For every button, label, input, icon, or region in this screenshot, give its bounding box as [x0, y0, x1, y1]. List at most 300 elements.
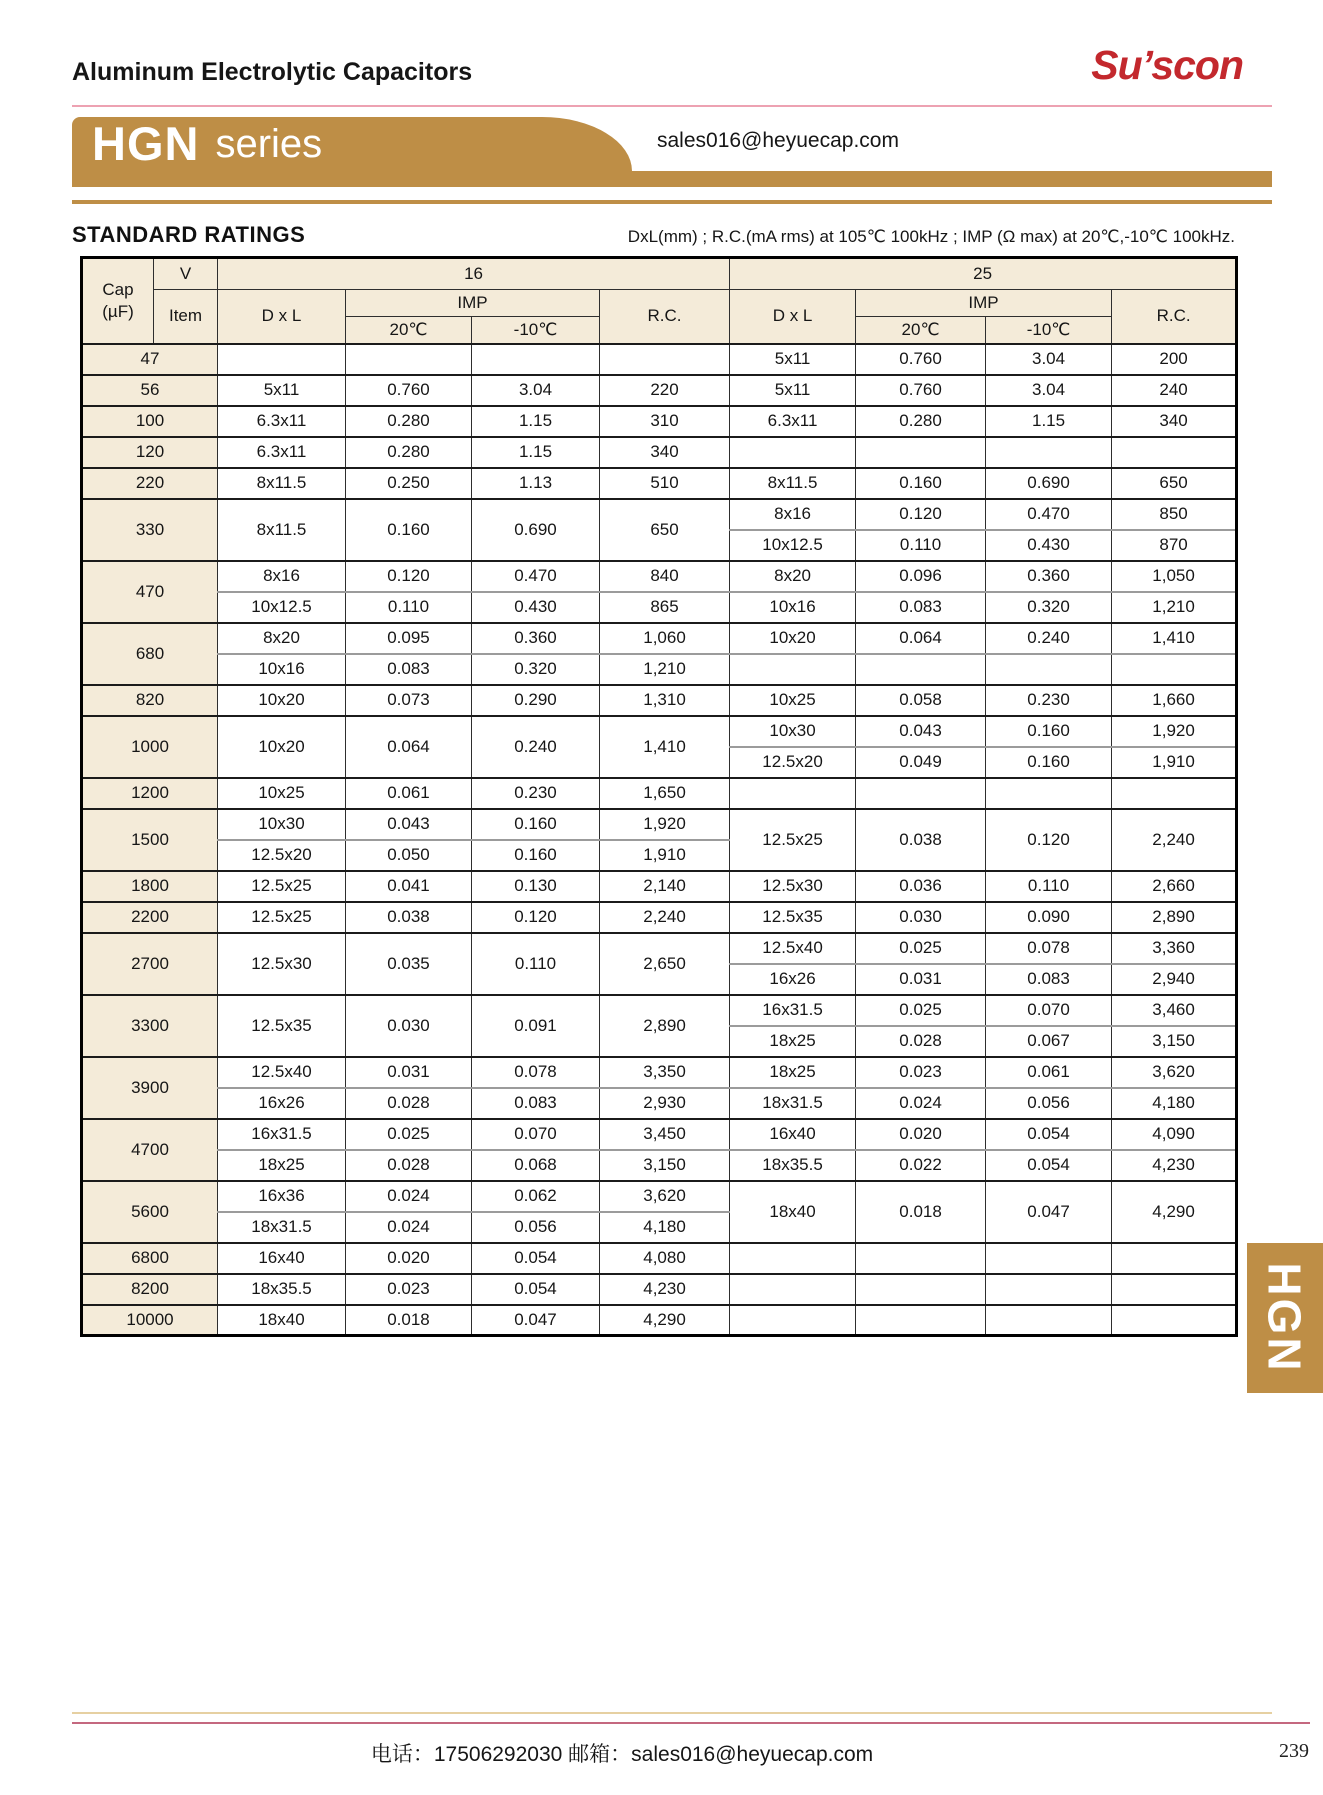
rating-cell: 0.047 [472, 1305, 600, 1336]
rating-cell: 10x12.5 [218, 592, 346, 623]
rating-cell: 0.095 [346, 623, 472, 654]
rating-cell: 0.160 [856, 468, 986, 499]
rating-cell: 2,890 [1112, 902, 1237, 933]
rating-cell: 12.5x25 [730, 809, 856, 871]
series-side-tab-label: HGN [1259, 1262, 1312, 1374]
rating-cell: 0.054 [472, 1243, 600, 1274]
rating-cell: 310 [600, 406, 730, 437]
header-row-voltage [82, 258, 1237, 290]
rating-cell: 8x11.5 [218, 499, 346, 561]
series-word: series [215, 122, 323, 166]
rating-cell: 18x31.5 [218, 1212, 346, 1243]
header-rc-25: R.C. [1112, 290, 1237, 344]
ratings-subrow [82, 592, 1237, 623]
rating-cell: 0.024 [346, 1181, 472, 1212]
header-temp20-16: 20℃ [346, 317, 472, 344]
rating-cell: 3,450 [600, 1119, 730, 1150]
rating-cell: 4,290 [600, 1305, 730, 1336]
rating-cell: 10x25 [730, 685, 856, 716]
ratings-row [82, 902, 1237, 933]
ratings-row [82, 468, 1237, 499]
rating-cell: 18x25 [730, 1057, 856, 1088]
rating-cell: 0.280 [346, 406, 472, 437]
rating-cell: 5x11 [218, 375, 346, 406]
contact-email: sales016@heyuecap.com [657, 129, 899, 152]
header-imp-25: IMP [856, 290, 1112, 317]
rating-cell: 0.240 [986, 623, 1112, 654]
rating-cell: 12.5x40 [730, 933, 856, 964]
rating-cell: 1,410 [600, 716, 730, 778]
banner-block [72, 117, 632, 171]
rating-cell: 5x11 [730, 344, 856, 375]
rating-cell: 0.028 [346, 1088, 472, 1119]
ratings-row [82, 778, 1237, 809]
series-name [92, 117, 322, 171]
rating-cell: 0.320 [986, 592, 1112, 623]
rating-cell: 8x16 [730, 499, 856, 530]
rating-cell: 0.690 [472, 499, 600, 561]
rating-cell [856, 778, 986, 809]
rating-cell: 0.120 [472, 902, 600, 933]
rating-cell [986, 778, 1112, 809]
rating-cell: 0.078 [472, 1057, 600, 1088]
rating-cell: 840 [600, 561, 730, 592]
rating-cell [730, 1274, 856, 1305]
rating-cell: 0.230 [472, 778, 600, 809]
rating-cell: 870 [1112, 530, 1237, 561]
rating-cell: 0.028 [346, 1150, 472, 1181]
rating-cell: 8x20 [730, 561, 856, 592]
rating-cell: 10x30 [218, 809, 346, 840]
rating-cell: 0.020 [856, 1119, 986, 1150]
rating-cell: 12.5x30 [218, 933, 346, 995]
rating-cell: 650 [600, 499, 730, 561]
cap-value-cell: 330 [82, 499, 218, 561]
rating-cell: 2,930 [600, 1088, 730, 1119]
ratings-row [82, 437, 1237, 468]
rating-cell: 0.024 [856, 1088, 986, 1119]
rating-cell: 8x20 [218, 623, 346, 654]
rating-cell [986, 1243, 1112, 1274]
ratings-row [82, 499, 1237, 530]
rating-cell [1112, 1274, 1237, 1305]
rating-cell: 1,050 [1112, 561, 1237, 592]
rating-cell: 1,060 [600, 623, 730, 654]
rating-cell: 3,620 [1112, 1057, 1237, 1088]
cap-value-cell: 470 [82, 561, 218, 623]
rating-cell: 12.5x20 [218, 840, 346, 871]
rating-cell: 0.064 [856, 623, 986, 654]
rating-cell: 0.290 [472, 685, 600, 716]
ratings-row [82, 1243, 1237, 1274]
rating-cell [1112, 1243, 1237, 1274]
rating-cell [856, 1305, 986, 1336]
section-title: STANDARD RATINGS [72, 222, 306, 247]
rating-cell: 0.056 [472, 1212, 600, 1243]
rating-cell: 0.470 [472, 561, 600, 592]
rating-cell: 0.160 [986, 716, 1112, 747]
rating-cell: 8x11.5 [730, 468, 856, 499]
rating-cell: 10x16 [730, 592, 856, 623]
rating-cell: 0.028 [856, 1026, 986, 1057]
rating-cell: 12.5x35 [218, 995, 346, 1057]
cap-value-cell: 680 [82, 623, 218, 685]
rating-cell: 10x20 [218, 716, 346, 778]
rating-cell: 1,210 [1112, 592, 1237, 623]
ratings-subrow [82, 1088, 1237, 1119]
rating-cell: 1,410 [1112, 623, 1237, 654]
rating-cell: 510 [600, 468, 730, 499]
rating-cell: 0.160 [986, 747, 1112, 778]
rating-cell: 1,660 [1112, 685, 1237, 716]
rating-cell: 3.04 [472, 375, 600, 406]
series-banner [72, 117, 1272, 187]
rating-cell: 16x26 [218, 1088, 346, 1119]
ratings-row [82, 933, 1237, 964]
ratings-row [82, 1119, 1237, 1150]
rating-cell: 0.110 [346, 592, 472, 623]
rating-cell: 1,210 [600, 654, 730, 685]
series-code: HGN [92, 117, 200, 170]
cap-value-cell: 120 [82, 437, 218, 468]
rating-cell: 0.025 [856, 995, 986, 1026]
cap-value-cell: 100 [82, 406, 218, 437]
rating-cell: 0.070 [986, 995, 1112, 1026]
header-temp-10-16: -10℃ [472, 317, 600, 344]
ratings-row [82, 685, 1237, 716]
rating-cell: 10x20 [218, 685, 346, 716]
rating-cell: 1.15 [472, 406, 600, 437]
rating-cell: 1.15 [986, 406, 1112, 437]
footer-pink-rule [72, 1722, 1310, 1724]
rating-cell: 4,080 [600, 1243, 730, 1274]
banner-strip [72, 171, 1272, 187]
rating-cell: 0.025 [856, 933, 986, 964]
rating-cell: 0.430 [986, 530, 1112, 561]
header-dxl-25: D x L [730, 290, 856, 344]
rating-cell [1112, 654, 1237, 685]
rating-cell [856, 1243, 986, 1274]
rating-cell: 0.160 [472, 809, 600, 840]
cap-value-cell: 3900 [82, 1057, 218, 1119]
rating-cell: 0.360 [472, 623, 600, 654]
header-rc-16: R.C. [600, 290, 730, 344]
cap-value-cell: 47 [82, 344, 218, 375]
rating-cell: 0.049 [856, 747, 986, 778]
rating-cell: 18x31.5 [730, 1088, 856, 1119]
rating-cell: 5x11 [730, 375, 856, 406]
ratings-table [80, 256, 1238, 1337]
rating-cell: 0.068 [472, 1150, 600, 1181]
rating-cell [600, 344, 730, 375]
rating-cell: 0.030 [346, 995, 472, 1057]
rating-cell [472, 344, 600, 375]
rating-cell: 0.120 [346, 561, 472, 592]
rating-cell: 0.031 [856, 964, 986, 995]
rating-cell: 6.3x11 [218, 437, 346, 468]
rating-cell: 16x40 [218, 1243, 346, 1274]
brand-logo: Su’scon [1091, 42, 1243, 88]
cap-value-cell: 820 [82, 685, 218, 716]
rating-cell [1112, 437, 1237, 468]
rating-cell: 12.5x25 [218, 871, 346, 902]
rating-cell: 0.061 [986, 1057, 1112, 1088]
ratings-row [82, 406, 1237, 437]
rating-cell: 0.096 [856, 561, 986, 592]
rating-cell [986, 1274, 1112, 1305]
rating-cell: 0.760 [856, 375, 986, 406]
rating-cell: 0.073 [346, 685, 472, 716]
rating-cell [730, 778, 856, 809]
rating-cell [856, 654, 986, 685]
rating-cell: 0.083 [856, 592, 986, 623]
rating-cell: 0.070 [472, 1119, 600, 1150]
header-row-labels [82, 290, 1237, 317]
rating-cell: 16x36 [218, 1181, 346, 1212]
rating-cell: 2,240 [600, 902, 730, 933]
rating-cell: 2,140 [600, 871, 730, 902]
rating-cell: 0.041 [346, 871, 472, 902]
page-title: Aluminum Electrolytic Capacitors [72, 58, 473, 86]
header-voltage-25: 25 [730, 258, 1237, 290]
rating-cell: 1.15 [472, 437, 600, 468]
header-cap-line1: Cap [102, 279, 134, 299]
rating-cell: 0.760 [856, 344, 986, 375]
rating-cell: 0.054 [986, 1150, 1112, 1181]
rating-cell: 0.091 [472, 995, 600, 1057]
rating-cell: 1,920 [600, 809, 730, 840]
header-voltage-16: 16 [218, 258, 730, 290]
rating-cell: 1,910 [600, 840, 730, 871]
ratings-row [82, 995, 1237, 1026]
rating-cell: 3,350 [600, 1057, 730, 1088]
rating-cell: 0.056 [986, 1088, 1112, 1119]
rating-cell: 0.430 [472, 592, 600, 623]
rating-cell: 0.043 [346, 809, 472, 840]
rating-cell: 0.240 [472, 716, 600, 778]
rating-cell: 865 [600, 592, 730, 623]
ratings-row [82, 344, 1237, 375]
rating-cell: 0.022 [856, 1150, 986, 1181]
rating-cell: 0.120 [856, 499, 986, 530]
rating-cell: 0.320 [472, 654, 600, 685]
banner-underline [72, 200, 1272, 204]
rating-cell: 12.5x25 [218, 902, 346, 933]
rating-cell [730, 1243, 856, 1274]
rating-cell: 8x11.5 [218, 468, 346, 499]
rating-cell: 10x30 [730, 716, 856, 747]
rating-cell: 4,090 [1112, 1119, 1237, 1150]
rating-cell [730, 654, 856, 685]
rating-cell: 16x40 [730, 1119, 856, 1150]
rating-cell: 200 [1112, 344, 1237, 375]
rating-cell: 0.024 [346, 1212, 472, 1243]
rating-cell: 18x35.5 [218, 1274, 346, 1305]
cap-value-cell: 3300 [82, 995, 218, 1057]
header-temp-10-25: -10℃ [986, 317, 1112, 344]
rating-cell: 0.023 [346, 1274, 472, 1305]
rating-cell: 0.360 [986, 561, 1112, 592]
rating-cell: 0.036 [856, 871, 986, 902]
ratings-subrow [82, 1150, 1237, 1181]
rating-cell: 0.690 [986, 468, 1112, 499]
rating-cell [218, 344, 346, 375]
rating-cell: 0.054 [986, 1119, 1112, 1150]
cap-value-cell: 2200 [82, 902, 218, 933]
header-item: Item [154, 290, 218, 344]
page-number: 239 [1279, 1740, 1309, 1762]
rating-cell: 12.5x30 [730, 871, 856, 902]
cap-value-cell: 4700 [82, 1119, 218, 1181]
rating-cell [986, 654, 1112, 685]
cap-value-cell: 1800 [82, 871, 218, 902]
rating-cell: 16x26 [730, 964, 856, 995]
rating-cell: 850 [1112, 499, 1237, 530]
ratings-row [82, 561, 1237, 592]
rating-cell [1112, 778, 1237, 809]
ratings-subrow [82, 654, 1237, 685]
rating-cell: 18x35.5 [730, 1150, 856, 1181]
rating-cell: 0.090 [986, 902, 1112, 933]
rating-cell: 0.083 [986, 964, 1112, 995]
rating-cell: 340 [600, 437, 730, 468]
rating-cell: 240 [1112, 375, 1237, 406]
rating-cell: 10x20 [730, 623, 856, 654]
rating-cell: 4,180 [600, 1212, 730, 1243]
footer-tan-rule [72, 1712, 1272, 1714]
rating-cell: 2,660 [1112, 871, 1237, 902]
ratings-row [82, 716, 1237, 747]
rating-cell: 3,150 [600, 1150, 730, 1181]
rating-cell [856, 1274, 986, 1305]
ratings-row [82, 1305, 1237, 1336]
cap-value-cell: 1000 [82, 716, 218, 778]
rating-cell: 10x12.5 [730, 530, 856, 561]
rating-cell: 18x25 [730, 1026, 856, 1057]
cap-value-cell: 6800 [82, 1243, 218, 1274]
header-cap-line2: (µF) [102, 301, 134, 321]
rating-cell: 0.062 [472, 1181, 600, 1212]
rating-cell: 2,650 [600, 933, 730, 995]
rating-cell [856, 437, 986, 468]
cap-value-cell: 220 [82, 468, 218, 499]
rating-cell: 0.038 [856, 809, 986, 871]
rating-cell: 0.038 [346, 902, 472, 933]
ratings-row [82, 1057, 1237, 1088]
rating-cell: 0.083 [346, 654, 472, 685]
rating-cell: 0.020 [346, 1243, 472, 1274]
ratings-row [82, 623, 1237, 654]
cap-value-cell: 8200 [82, 1274, 218, 1305]
rating-cell [986, 1305, 1112, 1336]
header-v: V [154, 258, 218, 290]
rating-cell: 4,230 [1112, 1150, 1237, 1181]
rating-cell: 18x40 [218, 1305, 346, 1336]
rating-cell: 0.061 [346, 778, 472, 809]
rating-cell: 0.035 [346, 933, 472, 995]
ratings-row [82, 871, 1237, 902]
rating-cell: 2,890 [600, 995, 730, 1057]
cap-value-cell: 56 [82, 375, 218, 406]
ratings-row [82, 375, 1237, 406]
rating-cell: 1,650 [600, 778, 730, 809]
rating-cell: 6.3x11 [218, 406, 346, 437]
rating-cell: 0.160 [472, 840, 600, 871]
rating-cell: 220 [600, 375, 730, 406]
rating-cell: 10x16 [218, 654, 346, 685]
rating-cell: 0.130 [472, 871, 600, 902]
header-imp-16: IMP [346, 290, 600, 317]
footer-contact: 电话：17506292030 邮箱：sales016@heyuecap.com [370, 1743, 874, 1766]
rating-cell: 3,150 [1112, 1026, 1237, 1057]
rating-cell: 16x31.5 [218, 1119, 346, 1150]
rating-cell: 18x40 [730, 1181, 856, 1243]
rating-cell: 0.064 [346, 716, 472, 778]
rating-cell [1112, 1305, 1237, 1336]
rating-cell: 4,230 [600, 1274, 730, 1305]
section-heading-row [72, 222, 1235, 248]
rating-cell: 2,240 [1112, 809, 1237, 871]
ratings-table-wrap [80, 256, 1238, 1337]
rating-cell: 0.023 [856, 1057, 986, 1088]
rating-cell: 0.110 [986, 871, 1112, 902]
rating-cell: 0.250 [346, 468, 472, 499]
rating-cell: 6.3x11 [730, 406, 856, 437]
rating-cell: 18x25 [218, 1150, 346, 1181]
rating-cell: 0.054 [472, 1274, 600, 1305]
rating-cell: 1,920 [1112, 716, 1237, 747]
rating-cell [346, 344, 472, 375]
rating-cell: 4,180 [1112, 1088, 1237, 1119]
rating-cell: 16x31.5 [730, 995, 856, 1026]
cap-value-cell: 5600 [82, 1181, 218, 1243]
rating-cell: 340 [1112, 406, 1237, 437]
rating-cell: 0.470 [986, 499, 1112, 530]
cap-value-cell: 1200 [82, 778, 218, 809]
rating-cell: 650 [1112, 468, 1237, 499]
rating-cell: 0.110 [472, 933, 600, 995]
rating-cell: 0.018 [346, 1305, 472, 1336]
rating-cell: 0.018 [856, 1181, 986, 1243]
rating-cell: 1.13 [472, 468, 600, 499]
rating-cell: 3.04 [986, 344, 1112, 375]
rating-cell: 3,460 [1112, 995, 1237, 1026]
header-temp20-25: 20℃ [856, 317, 986, 344]
cap-value-cell: 2700 [82, 933, 218, 995]
rating-cell: 1,310 [600, 685, 730, 716]
series-side-tab [1247, 1243, 1323, 1393]
rating-cell: 0.760 [346, 375, 472, 406]
cap-value-cell: 1500 [82, 809, 218, 871]
ratings-row [82, 809, 1237, 840]
ratings-row [82, 1181, 1237, 1212]
rating-cell: 4,290 [1112, 1181, 1237, 1243]
ratings-row [82, 1274, 1237, 1305]
rating-cell: 1,910 [1112, 747, 1237, 778]
test-conditions: DxL(mm) ; R.C.(mA rms) at 105℃ 100kHz ; IMP (Ω max) at 20℃,-10℃ 100kHz. [627, 227, 1235, 246]
header-dxl-16: D x L [218, 290, 346, 344]
rating-cell: 10x25 [218, 778, 346, 809]
rating-cell: 0.110 [856, 530, 986, 561]
rating-cell: 0.067 [986, 1026, 1112, 1057]
rating-cell: 0.280 [856, 406, 986, 437]
rating-cell: 12.5x40 [218, 1057, 346, 1088]
rating-cell: 8x16 [218, 561, 346, 592]
rating-cell: 0.031 [346, 1057, 472, 1088]
header-divider [72, 105, 1272, 107]
rating-cell: 0.160 [346, 499, 472, 561]
rating-cell: 0.043 [856, 716, 986, 747]
